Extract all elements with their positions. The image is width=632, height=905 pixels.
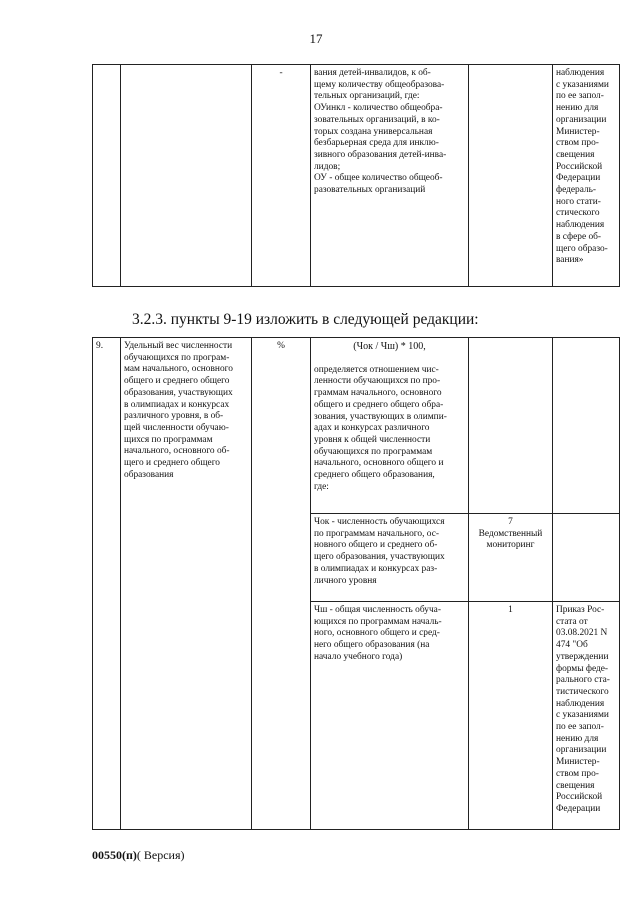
text-line: организации <box>556 745 607 756</box>
text-line: федераль- <box>556 185 597 196</box>
text-line: определяется отношением чис- <box>314 364 439 375</box>
text-line: Чок - численность обучающихся <box>314 517 445 527</box>
chsh-definition <box>311 602 469 830</box>
text-line: зовательных организаций, в ко- <box>314 114 440 125</box>
text-line: ством про- <box>556 768 599 779</box>
text-line: ОУ - общее количество общеоб- <box>314 173 443 184</box>
calculation-method <box>311 338 469 514</box>
text-line: рального ста- <box>556 675 610 686</box>
text-line: общего и среднего общего <box>124 376 230 387</box>
text-line: по ее запол- <box>556 91 604 102</box>
text-line: граммам начального, основного <box>314 388 442 399</box>
indicator-name <box>121 338 252 830</box>
unit-of-measure: % <box>252 338 311 830</box>
text-line: начального, основного об- <box>124 446 230 457</box>
text-line: щего образо- <box>556 243 608 254</box>
text-line: Федерации <box>556 803 601 814</box>
text-line: ного стати- <box>556 196 601 207</box>
chsh-source <box>553 602 620 830</box>
text-line: вания» <box>556 255 584 266</box>
chok-definition <box>311 514 469 602</box>
cell-unit: - <box>252 65 311 287</box>
text-line: организации <box>556 114 607 125</box>
version-label: ( Версия) <box>136 848 185 862</box>
text-line: среднего общего образования, <box>314 470 435 481</box>
text-line: лидов; <box>314 161 341 172</box>
text-line: щей численности обучаю- <box>124 422 229 433</box>
text-line: в олимпиадах и конкурсах <box>124 399 230 410</box>
formula: (Чок / Чш) * 100, <box>353 341 426 352</box>
cell-code-empty <box>469 338 553 514</box>
chok-code: 7 Ведомственный мониторинг <box>469 514 553 602</box>
text-line: ленности обучающихся по про- <box>314 376 441 387</box>
source-text <box>556 68 616 267</box>
text-line: щего и среднего общего <box>124 458 220 469</box>
text-line: нению для <box>556 103 599 114</box>
method-text <box>314 68 465 197</box>
text-line: свещения <box>556 780 595 791</box>
text-line: 03.08.2021 N <box>556 628 608 639</box>
text-line: мониторинг <box>486 540 535 551</box>
text-line: ного, основного общего и сред- <box>314 628 440 639</box>
cell-method <box>311 65 469 287</box>
text-line: ством про- <box>556 138 599 149</box>
text-line: стического <box>556 208 600 219</box>
text-line: новного общего и среднего об- <box>314 540 438 551</box>
text-line: образования, участвующих <box>124 387 233 398</box>
text-line: тистического <box>556 686 609 697</box>
text-line: Федерации <box>556 173 601 184</box>
definition-text <box>314 365 465 494</box>
text-line: мам начального, основного <box>124 364 233 375</box>
text-line: него общего образования (на <box>314 640 430 651</box>
text-line: наблюдения <box>556 220 605 231</box>
text-line: щему количеству общеобразова- <box>314 79 445 90</box>
text-line: Министер- <box>556 126 600 137</box>
text-line: утверждении <box>556 651 609 662</box>
text-line: ющихся по программам началь- <box>314 616 442 627</box>
text-line: в олимпиадах и конкурсах раз- <box>314 563 438 574</box>
text-line: наблюдения <box>556 698 605 709</box>
text-line: свещения <box>556 149 595 160</box>
text-line: где: <box>314 481 329 492</box>
cell-code <box>469 65 553 287</box>
text-line: уровня к общей численности <box>314 434 431 445</box>
text-line: Удельный вес численности <box>124 341 233 351</box>
text-line: зования, участвующих в олимпи- <box>314 411 447 422</box>
text-line: обучающихся по программам <box>314 446 433 457</box>
continuation-table <box>92 64 620 287</box>
text-line: нению для <box>556 733 599 744</box>
document-footer <box>92 848 185 863</box>
text-line: торых создана универсальная <box>314 126 433 137</box>
text-line: личного уровня <box>314 575 377 586</box>
cell-number <box>93 65 121 287</box>
text-line: Чш - общая численность обуча- <box>314 605 441 615</box>
text-line: Министер- <box>556 757 600 768</box>
text-line: обучающихся по програм- <box>124 352 230 363</box>
text-line: начало учебного года) <box>314 651 403 662</box>
text-line: начального, основного общего и <box>314 458 444 469</box>
text-line: наблюдения <box>556 68 605 78</box>
text-line: Ведомственный <box>478 528 543 539</box>
cell-source <box>553 65 620 287</box>
text-line: тельных организаций, где: <box>314 91 420 102</box>
section-heading: 3.2.3. пункты 9-19 изложить в следующей редакции: <box>132 311 479 328</box>
text-line: адах и конкурсах различного <box>314 423 430 434</box>
text-line: по программам начального, ос- <box>314 528 439 539</box>
page-number: 17 <box>309 31 323 46</box>
indicator-table <box>92 337 620 830</box>
text-line: вания детей-инвалидов, к об- <box>314 68 431 78</box>
cell-indicator <box>121 65 252 287</box>
text-line: 474 "Об <box>556 640 588 651</box>
text-line: безбарьерная среда для инклю- <box>314 138 439 149</box>
chok-source-empty <box>553 514 620 602</box>
text-line: в сфере об- <box>556 231 602 242</box>
text-line: формы феде- <box>556 663 609 674</box>
text-line: стата от <box>556 616 588 627</box>
text-line: общего и среднего общего обра- <box>314 399 444 410</box>
chsh-code: 1 <box>469 602 553 830</box>
row-number: 9. <box>93 338 121 830</box>
text-line: образования <box>124 469 174 480</box>
text-line: щего образования, участвующих <box>314 552 445 563</box>
cell-source-empty <box>553 338 620 514</box>
document-code: 00550(п) <box>92 848 137 862</box>
text-line: различного уровня, в об- <box>124 411 224 422</box>
text-line: разовательных организаций <box>314 185 426 196</box>
text-line: Российской <box>556 792 603 803</box>
text-line: ОУинкл - количество общеобра- <box>314 103 443 114</box>
text-line: по ее запол- <box>556 722 604 733</box>
chok-source <box>472 529 549 552</box>
text-line: щихся по программам <box>124 434 213 445</box>
text-line: с указаниями <box>556 710 609 721</box>
text-line: Российской <box>556 161 603 172</box>
text-line: Приказ Рос- <box>556 605 605 615</box>
text-line: зивного образования детей-инва- <box>314 149 447 160</box>
text-line: с указаниями <box>556 79 609 90</box>
